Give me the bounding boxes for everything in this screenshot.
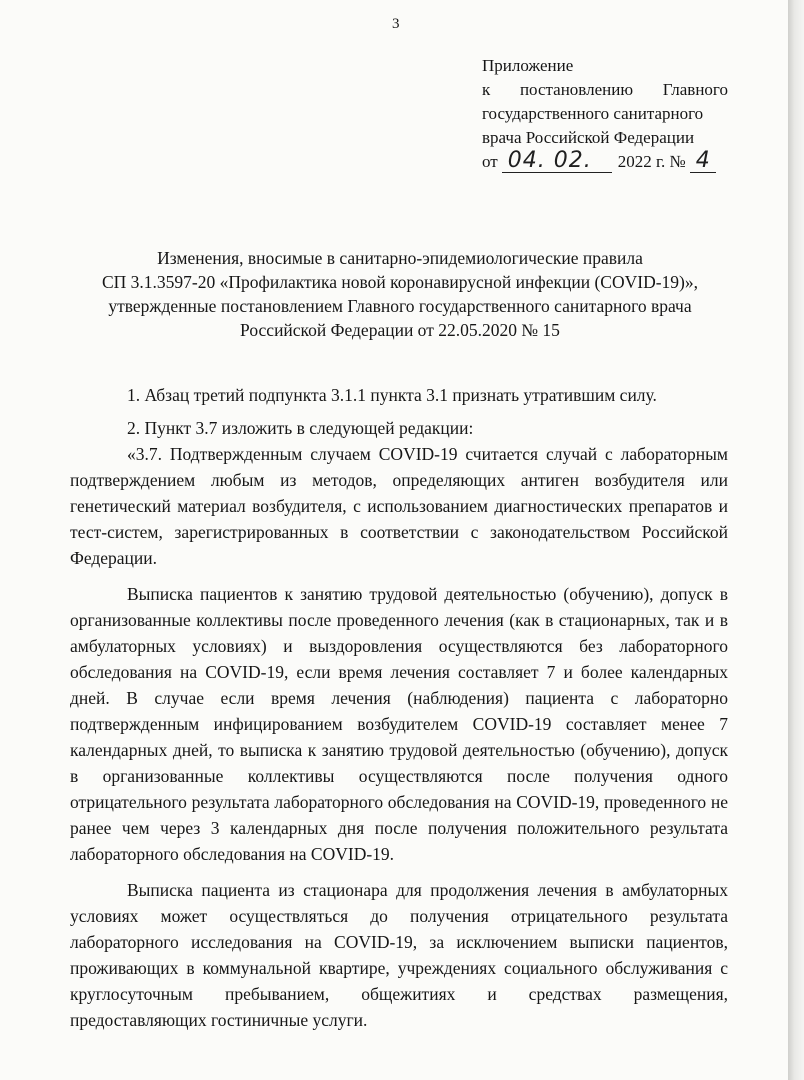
- title-line-2: СП 3.1.3597-20 «Профилактика новой коронавирусной инфекции (COVID-19)»,: [102, 272, 698, 292]
- page-number: 3: [392, 16, 400, 32]
- handwritten-date: 04. 02.: [502, 150, 612, 173]
- year-number-label: 2022 г. №: [617, 152, 686, 171]
- paragraph-item-2: 2. Пункт 3.7 изложить в следующей редакции:: [127, 418, 474, 438]
- page-edge-shadow: [788, 0, 804, 1080]
- appendix-word: Главного: [662, 80, 728, 99]
- appendix-line-3: государственного санитарного: [482, 104, 704, 123]
- appendix-date-line: [482, 150, 728, 174]
- appendix-label: Приложение: [482, 56, 574, 75]
- paragraph-discharge-work: Выписка пациентов к занятию трудовой деятельностью (обучению), допуск в организованные коллективы после проведенного лечения (как в стационарных, так и в амбулаторных условиях) и выздоровления осуществляются без лабораторного обследования на COVID-19, если время лечения составляет 7 и более календарных дней. В случае если время лечения (наблюдения) пациента с лабораторно подтвержденным инфицированием возбудителем COVID-19 составляет менее 7 календарных дней, то выписка к занятию трудовой деятельностью (обучению), допуск в организованные коллективы осуществляются после получения одного отрицательного результата лабораторного обследования на COVID-19, проведенного не ранее чем через 3 календарных дня после получения положительного результата лабораторного обследования на COVID-19.: [70, 584, 728, 864]
- title-line-1: Изменения, вносимые в санитарно-эпидемиологические правила: [157, 248, 643, 268]
- paragraph-3-7: «3.7. Подтвержденным случаем COVID-19 считается случай с лабораторным подтверждением любым из методов, определяющих антиген возбудителя или генетический материал возбудителя, с использованием диагностических препаратов и тест-систем, зарегистрированных в соответствии с законодательством Российской Федерации.: [70, 444, 728, 568]
- title-line-4: Российской Федерации от 22.05.2020 № 15: [240, 320, 560, 340]
- appendix-word: постановлению: [519, 80, 634, 99]
- title-line-3: утвержденные постановлением Главного государственного санитарного врача: [108, 296, 692, 316]
- handwritten-number: 4: [690, 150, 716, 173]
- document-body: [70, 382, 728, 1033]
- document-title: [70, 246, 730, 342]
- appendix-line-2: [482, 78, 728, 102]
- paragraph-item-1: 1. Абзац третий подпункта 3.1.1 пункта 3.1 признать утратившим силу.: [127, 385, 657, 405]
- appendix-word: к: [482, 80, 491, 99]
- appendix-line-4: врача Российской Федерации: [482, 128, 695, 147]
- paragraph-discharge-hospital: Выписка пациента из стационара для продолжения лечения в амбулаторных условиях может осуществляться до получения отрицательного результата лабораторного исследования на COVID-19, за исключением выписки пациентов, проживающих в коммунальной квартире, учреждениях социального обслуживания с круглосуточным пребыванием, общежитиях и средствах размещения, предоставляющих гостиничные услуги.: [70, 880, 728, 1030]
- date-prefix: от: [482, 152, 498, 171]
- appendix-header: [482, 54, 728, 174]
